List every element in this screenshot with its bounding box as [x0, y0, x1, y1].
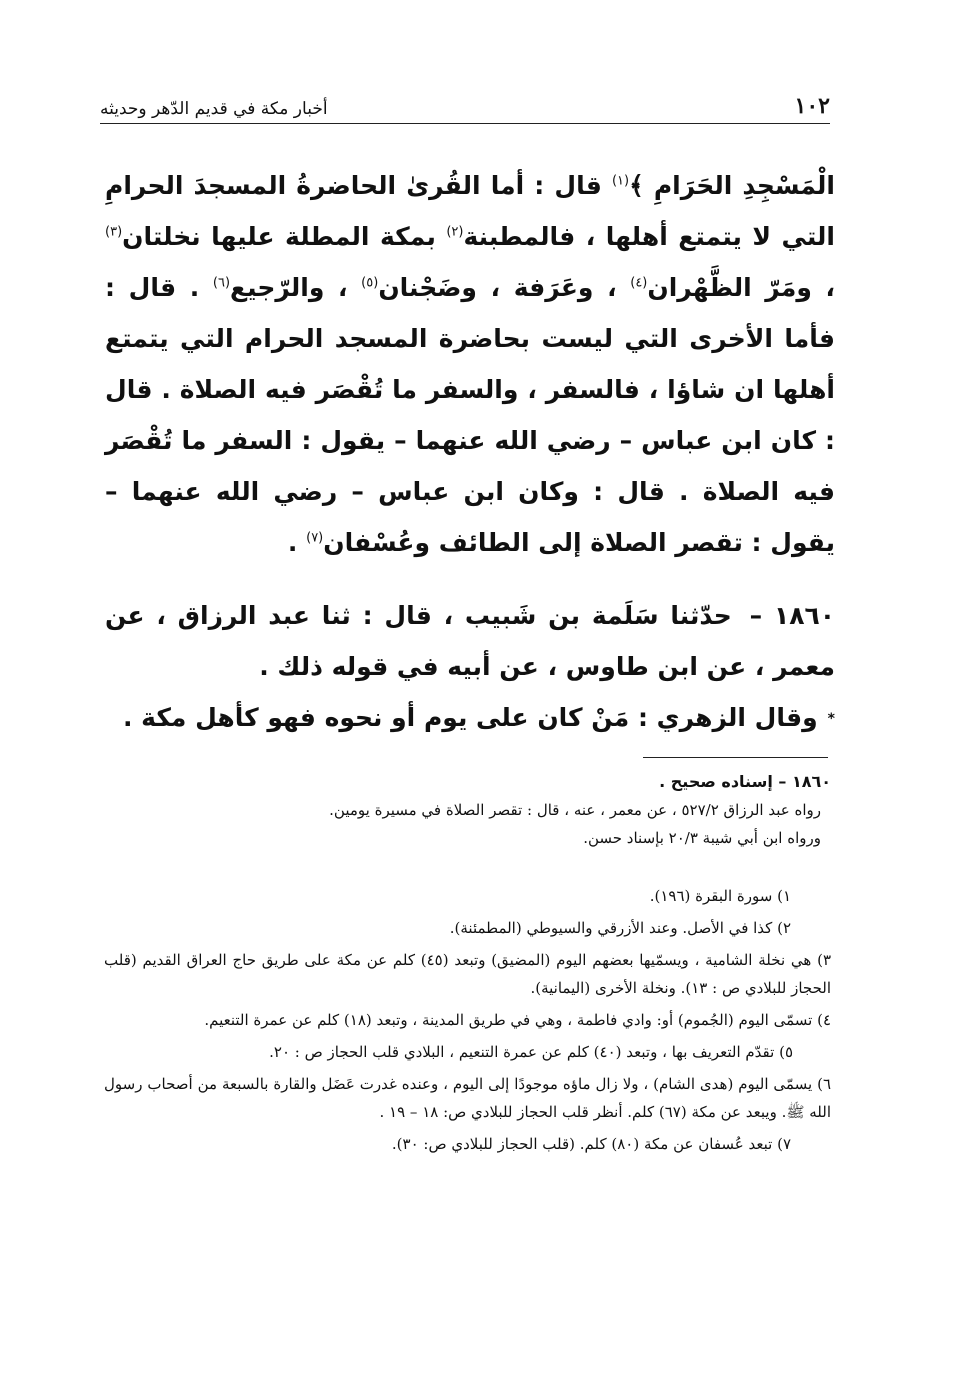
- text-segment: .: [287, 528, 307, 557]
- footnote-list: [104, 882, 831, 1158]
- takhrij-line: ورواه ابن أبي شيبة ٢٠/٣ بإسناد حسن.: [583, 829, 821, 847]
- footnote-item: ٧) تبعد عُسفان عن مكة (٨٠) كلم. (قلب الحجاز للبلادي ص: ٣٠).: [391, 1135, 791, 1153]
- star-icon: *: [827, 710, 835, 727]
- hadith-number: ١٨٦٠ –: [749, 601, 835, 630]
- footnote-item: ٤) تسمّى اليوم (الجُموم) أو: وادي فاطمة ، وهي في طريق المدينة ، وتبعد (١٨) كلم عن عمرة التنعيم.: [204, 1011, 831, 1029]
- hadith-paragraph: [105, 590, 835, 692]
- footnote-ref: (١): [611, 173, 630, 189]
- footnote-ref: (٧): [306, 530, 324, 546]
- text-segment: الْمَسْجِدِ الحَرَامِ ﴾: [629, 171, 835, 200]
- footnote-ref: (٣): [105, 224, 123, 240]
- zuhri-text: وقال الزهري : مَنْ كان على يوم أو نحوه فهو كأهل مكة .: [122, 703, 818, 732]
- takhrij-line: رواه عبد الرزاق ٥٢٧/٢ ، عن معمر ، عنه ، قال : تقصر الصلاة في مسيرة يومين.: [329, 801, 821, 819]
- text-segment: بمكة المطلة عليها نخلتان: [122, 222, 447, 251]
- book-title: أخبار مكة في قديم الدّهر وحديثه: [100, 99, 328, 119]
- footnote-ref: (٦): [212, 275, 231, 291]
- text-segment: ، والرّجيع: [230, 273, 362, 302]
- page-number: ١٠٢: [794, 93, 830, 119]
- footnote-item: ٥) تقدّم التعريف بها ، وتبعد (٤٠) كلم عن عمرة التنعيم ، البلادي قلب الحجاز ص : ٢٠.: [269, 1043, 793, 1061]
- footnotes: [104, 768, 831, 1162]
- zuhri-paragraph: [105, 692, 835, 745]
- footnote-divider: [643, 757, 828, 758]
- footnote-ref: (٥): [361, 275, 379, 291]
- text-segment: قال : أما القُرىٰ الحاضرةُ المسجدَ الحرامِ التي لا يتمتع أهلها ، فالمطبنة: [105, 171, 835, 251]
- footnote-item: ٣) هي نخلة الشامية ، ويسمّيها بعضهم اليوم (المضيق) وتبعد (٤٥) كلم عن مكة على طريق حاج العراق القديم (قلب الحجاز للبلادي ص : ١٣). ونخلة الأخرى (اليمانية).: [104, 951, 831, 997]
- footnote-ref: (٢): [446, 224, 464, 240]
- footnote-ref: (٤): [630, 275, 648, 291]
- footnote-item: ١) سورة البقرة (١٩٦).: [649, 887, 791, 905]
- takhrij-heading: ١٨٦٠ – إسناده صحيح .: [659, 772, 831, 791]
- running-header: [100, 84, 830, 124]
- footnote-item: ٦) يسمّى اليوم (هدى الشام) ، ولا زال ماؤه موجودًا إلى اليوم ، وعنده غدرت عَضَل والقارة بالسبعة من أصحاب رسول الله ﷺ. ويبعد عن مكة (٦٧) كلم. أنظر قلب الحجاز للبلادي ص: ١٨ – ١٩ .: [104, 1075, 831, 1121]
- hadith-text: حدّثنا سَلَمة بن شَبيب ، قال : ثنا عبد الرزاق ، عن معمر ، عن ابن طاوس ، عن أبيه في قوله ذلك .: [105, 601, 835, 681]
- text-segment: ، ومَرّ الظَّهْران: [647, 273, 836, 302]
- footnote-item: ٢) كذا في الأصل. وعند الأزرقي والسيوطي (المطمئنة).: [449, 919, 791, 937]
- text-segment: . قال : فأما الأخرى التي ليست بحاضرة المسجد الحرام التي يتمتع أهلها ان شاؤا ، فالسفر ، والسفر ما تُقْصَر فيه الصلاة . قال : كان ابن عباس – رضي الله عنهما – يقول : السفر ما تُقْصَر فيه الصلاة . قال : وكان ابن عباس – رضي الله عنهما – يقول : تقصر الصلاة إلى الطائف وعُسْفان: [105, 273, 835, 557]
- main-text: [105, 160, 835, 745]
- text-segment: ، وعَرَفة ، وضَجْنان: [378, 273, 631, 302]
- main-paragraph: [105, 160, 835, 568]
